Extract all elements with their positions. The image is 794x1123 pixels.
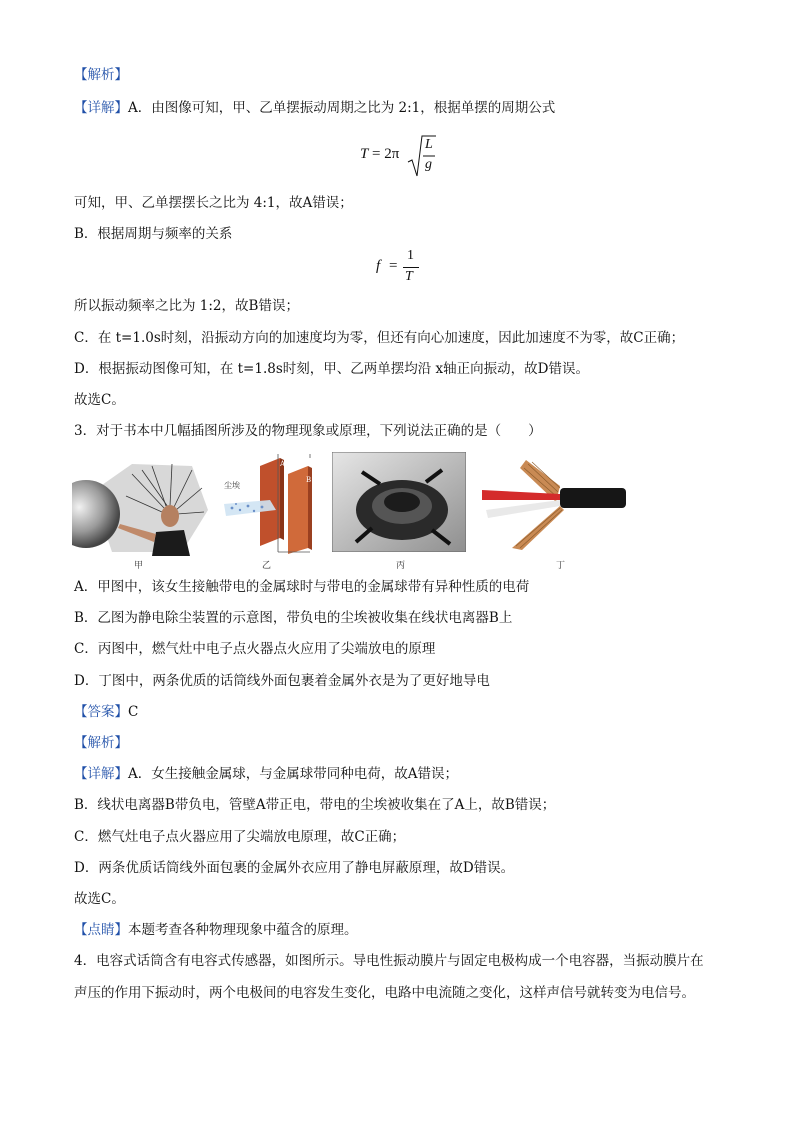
detail2-d: D．两条优质话筒线外面包裹的金属外衣应用了静电屏蔽原理，故D错误。	[74, 860, 515, 876]
detail2-a	[74, 765, 458, 783]
figure-yi-image	[220, 452, 330, 556]
analysis-header-1: 【解析】	[74, 67, 128, 83]
figure-bing-image	[332, 452, 466, 552]
frequency-formula	[376, 248, 436, 288]
formula1-lhs: T	[360, 146, 369, 162]
formula2-eq: =	[389, 258, 398, 274]
detail-a2: 可知，甲、乙单摆摆长之比为 4:1，故A错误；	[74, 195, 353, 211]
pointer-tag: 【点睛】	[74, 922, 128, 938]
detail-a	[74, 99, 555, 117]
detail-tag: 【详解】	[74, 100, 128, 116]
detail-b2: 所以振动频率之比为 1:2，故B错误；	[74, 298, 299, 314]
option-b: B．乙图为静电除尘装置的示意图，带负电的尘埃被收集在线状电离器B上	[74, 610, 513, 626]
figure-jia-image	[72, 452, 212, 556]
formula1-eq: = 2π	[372, 146, 400, 162]
fraction-bar	[403, 267, 419, 268]
answer-value: C	[128, 704, 139, 720]
dust-label: 尘埃	[224, 481, 240, 490]
caption-jia: 甲	[134, 561, 144, 571]
formula2-den: T	[405, 269, 413, 284]
formula1-num: L	[425, 137, 433, 152]
pointer-line	[74, 921, 358, 939]
question-4-line2: 声压的作用下振动时，两个电极间的电容发生变化，电路中电流随之变化，这样声信号就转变为电信号。	[74, 985, 695, 1001]
formula2-lhs: f	[376, 258, 381, 274]
detail2-c: C．燃气灶电子点火器应用了尖端放电原理，故C正确；	[74, 829, 406, 845]
answer-line	[74, 703, 138, 721]
caption-ding: 丁	[556, 561, 566, 571]
detail-choice: 故选C。	[74, 392, 125, 408]
question-4-line1: 4．电容式话筒含有电容式传感器，如图所示。导电性振动膜片与固定电极构成一个电容器，当振动膜片在	[74, 953, 704, 969]
analysis-header-2: 【解析】	[74, 735, 128, 751]
option-c: C．丙图中，燃气灶中电子点火器点火应用了尖端放电的原理	[74, 641, 436, 657]
figure-ding-image	[476, 452, 626, 552]
option-a: A．甲图中，该女生接触带电的金属球时与带电的金属球带有异种性质的电荷	[74, 579, 530, 595]
detail-d: D．根据振动图像可知，在 t=1.8s时刻，甲、乙两单摆均沿 x轴正向振动，故D错误。	[74, 361, 589, 377]
period-formula	[360, 134, 450, 178]
option-d: D．丁图中，两条优质的话筒线外面包裹着金属外衣是为了更好地导电	[74, 673, 490, 689]
detail2-choice: 故选C。	[74, 891, 125, 907]
detail-c: C．在 t=1.0s时刻，沿振动方向的加速度均为零，但还有向心加速度，因此加速度不为零，故C正确；	[74, 330, 685, 346]
formula2-num: 1	[407, 248, 414, 263]
caption-yi: 乙	[262, 561, 272, 571]
plate-label-a: A	[280, 460, 286, 468]
pointer-text: 本题考查各种物理现象中蕴含的原理。	[128, 922, 358, 938]
caption-bing: 丙	[396, 561, 406, 571]
formula1-den: g	[425, 157, 432, 172]
figures-row	[72, 452, 632, 570]
detail2-b: B．线状电离器B带负电，管壁A带正电，带电的尘埃被收集在了A上，故B错误；	[74, 797, 556, 813]
detail2-a-text: A．女生接触金属球，与金属球带同种电荷，故A错误；	[128, 766, 458, 782]
question-3: 3．对于书本中几幅插图所涉及的物理现象或原理，下列说法正确的是（ ）	[74, 423, 542, 439]
answer-tag: 【答案】	[74, 704, 128, 720]
detail-a-text: A．由图像可知，甲、乙单摆振动周期之比为 2:1，根据单摆的周期公式	[128, 100, 556, 116]
detail2-tag: 【详解】	[74, 766, 128, 782]
plate-label-b: B	[306, 476, 312, 484]
detail-b: B．根据周期与频率的关系	[74, 226, 233, 242]
